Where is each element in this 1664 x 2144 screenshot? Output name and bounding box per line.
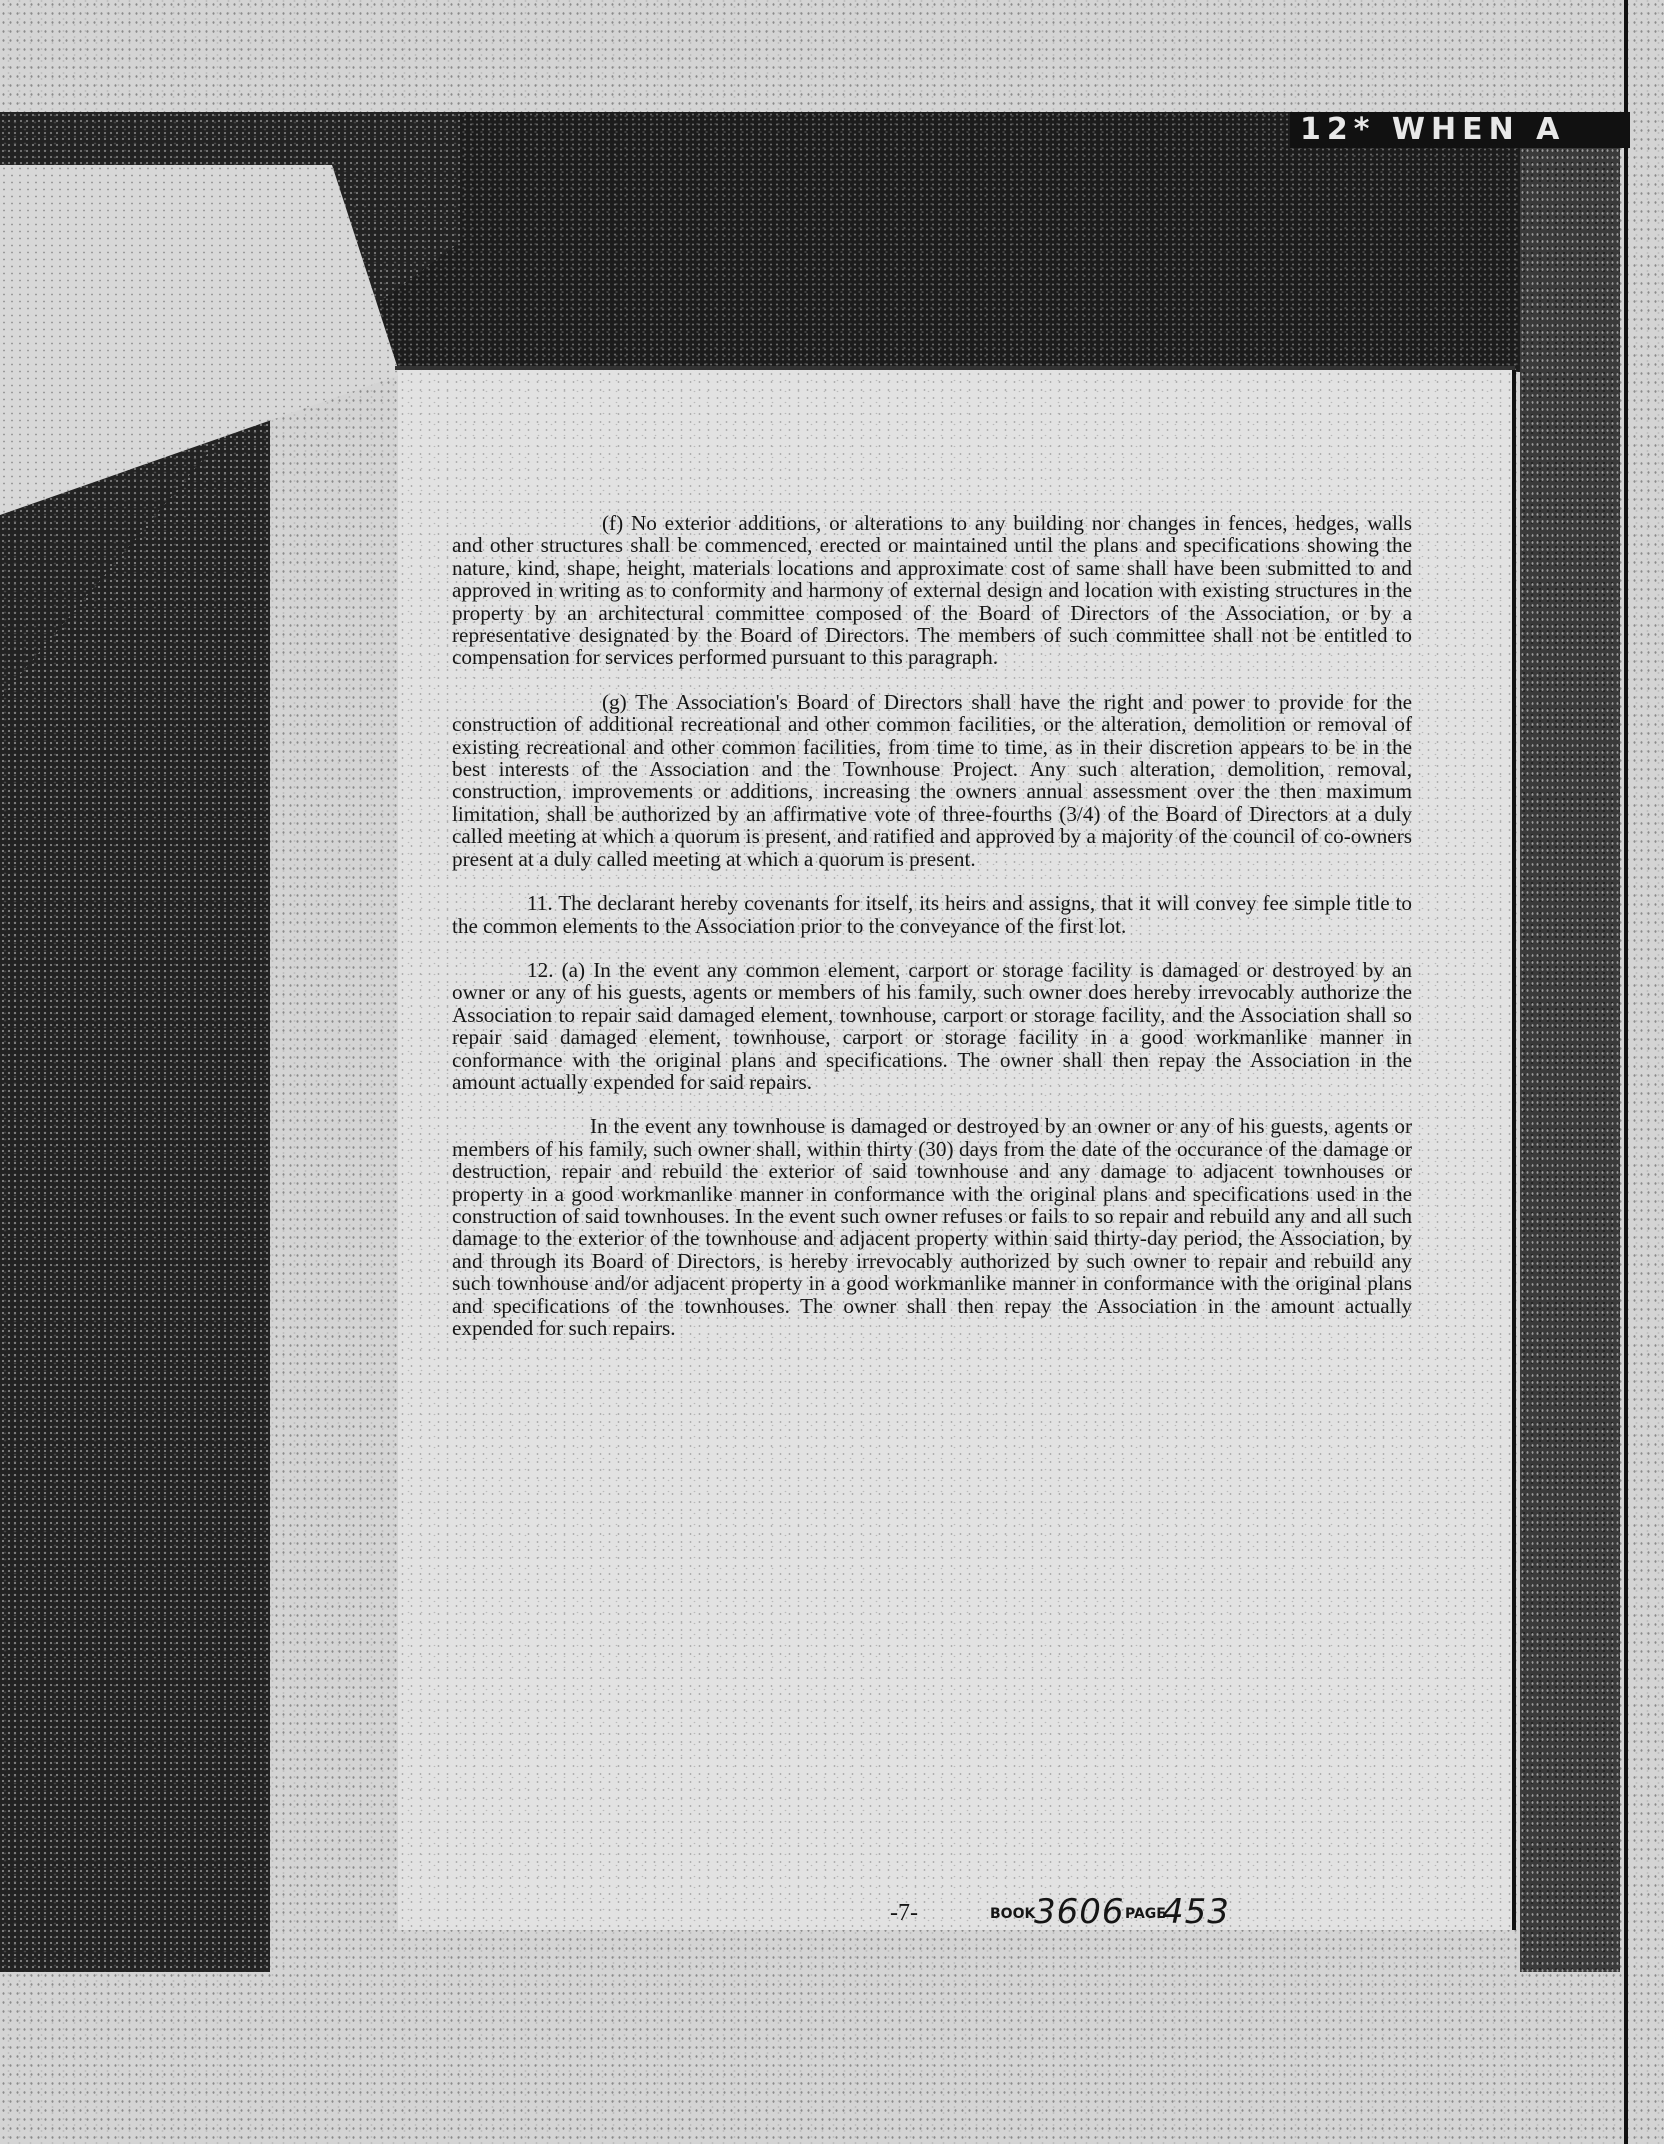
sheet-top-border: [395, 366, 1515, 370]
paragraph-12a-continued: In the event any townhouse is damaged or destroyed by an owner or any of his guests, agents or members of his family, such owner shall, within thirty (30) days from the date of the occurance of the damage or destruction, repair and rebuild the exterior of said townhouse and any damage to adjacent townhouses or property in a good workmanlike manner in conformance with the original plans and specifications used in the construction of said townhouses. In the event such owner refuses or fails to so repair and rebuild any and all such damage to the exterior of the townhouse and adjacent property within said thirty-day period, the Association, by and through its Board of Directors, is hereby irrevocably authorized by such owner to repair and rebuild any such townhouse and/or adjacent property in a good workmanlike manner in conformance with the original plans and specifications of the townhouses. The owner shall then repay the Association in the amount actually expended for such repairs.: [452, 1114, 1412, 1340]
recording-header-mark: 12* WHEN A: [1290, 112, 1630, 148]
page-label: PAGE: [1125, 1906, 1166, 1922]
sheet-right-border: [1512, 370, 1516, 1930]
paragraph-12a: 12. (a) In the event any common element, carport or storage facility is damaged or destroyed by an owner or any of his guests, agents or members of his family, such owner does hereby irrevocably authorize the Association to repair said damaged element, townhouse, carport or storage facility, and the Association shall so repair said damaged element, townhouse, carport or storage facility in a good workmanlike manner in conformance with the original plans and specifications. The owner shall then repay the Association in the amount actually expended for said repairs.: [452, 957, 1412, 1094]
paragraph-f: (f) No exterior additions, or alterations to any building nor changes in fences, hedges, walls and other structures shall be commenced, erected or maintained until the plans and specifications showing the nature, kind, shape, height, materials locations and approximate cost of same shall have been submitted to and approved in writing as to conformity and harmony of external design and location with existing structures in the property by an architectural committee composed of the Board of Directors of the Association, or by a representative designated by the Board of Directors. The members of such committee shall not be entitled to compensation for services performed pursuant to this paragraph.: [452, 511, 1412, 670]
paragraph-g: (g) The Association's Board of Directors shall have the right and power to provide for the construction of additional recreational and other common facilities, or the alteration, demolition or removal of existing recreational and other common facilities, from time to time, as in their discretion appears to be in the best interests of the Association and the Townhouse Project. Any such alteration, demolition, removal, construction, improvements or additions, increasing the owners annual assessment over the then maximum limitation, shall be authorized by an affirmative vote of three-fourths (3/4) of the Board of Directors at a duly called meeting at which a quorum is present, and ratified and approved by a majority of the council of co-owners present at a duly called meeting at which a quorum is present.: [452, 689, 1412, 871]
dark-scan-right-border: [1520, 112, 1620, 1972]
paragraph-11: 11. The declarant hereby covenants for itself, its heirs and assigns, that it will convey fee simple title to the common elements to the Association prior to the conveyance of the first lot.: [452, 891, 1412, 938]
page-edge-line: [1624, 0, 1628, 2144]
page-number: -7-: [890, 1900, 918, 1926]
book-number: 3606: [1034, 1892, 1125, 1932]
document-body: [452, 512, 1412, 1361]
book-label: BOOK: [990, 1906, 1036, 1922]
page-reference: 453: [1162, 1892, 1230, 1932]
